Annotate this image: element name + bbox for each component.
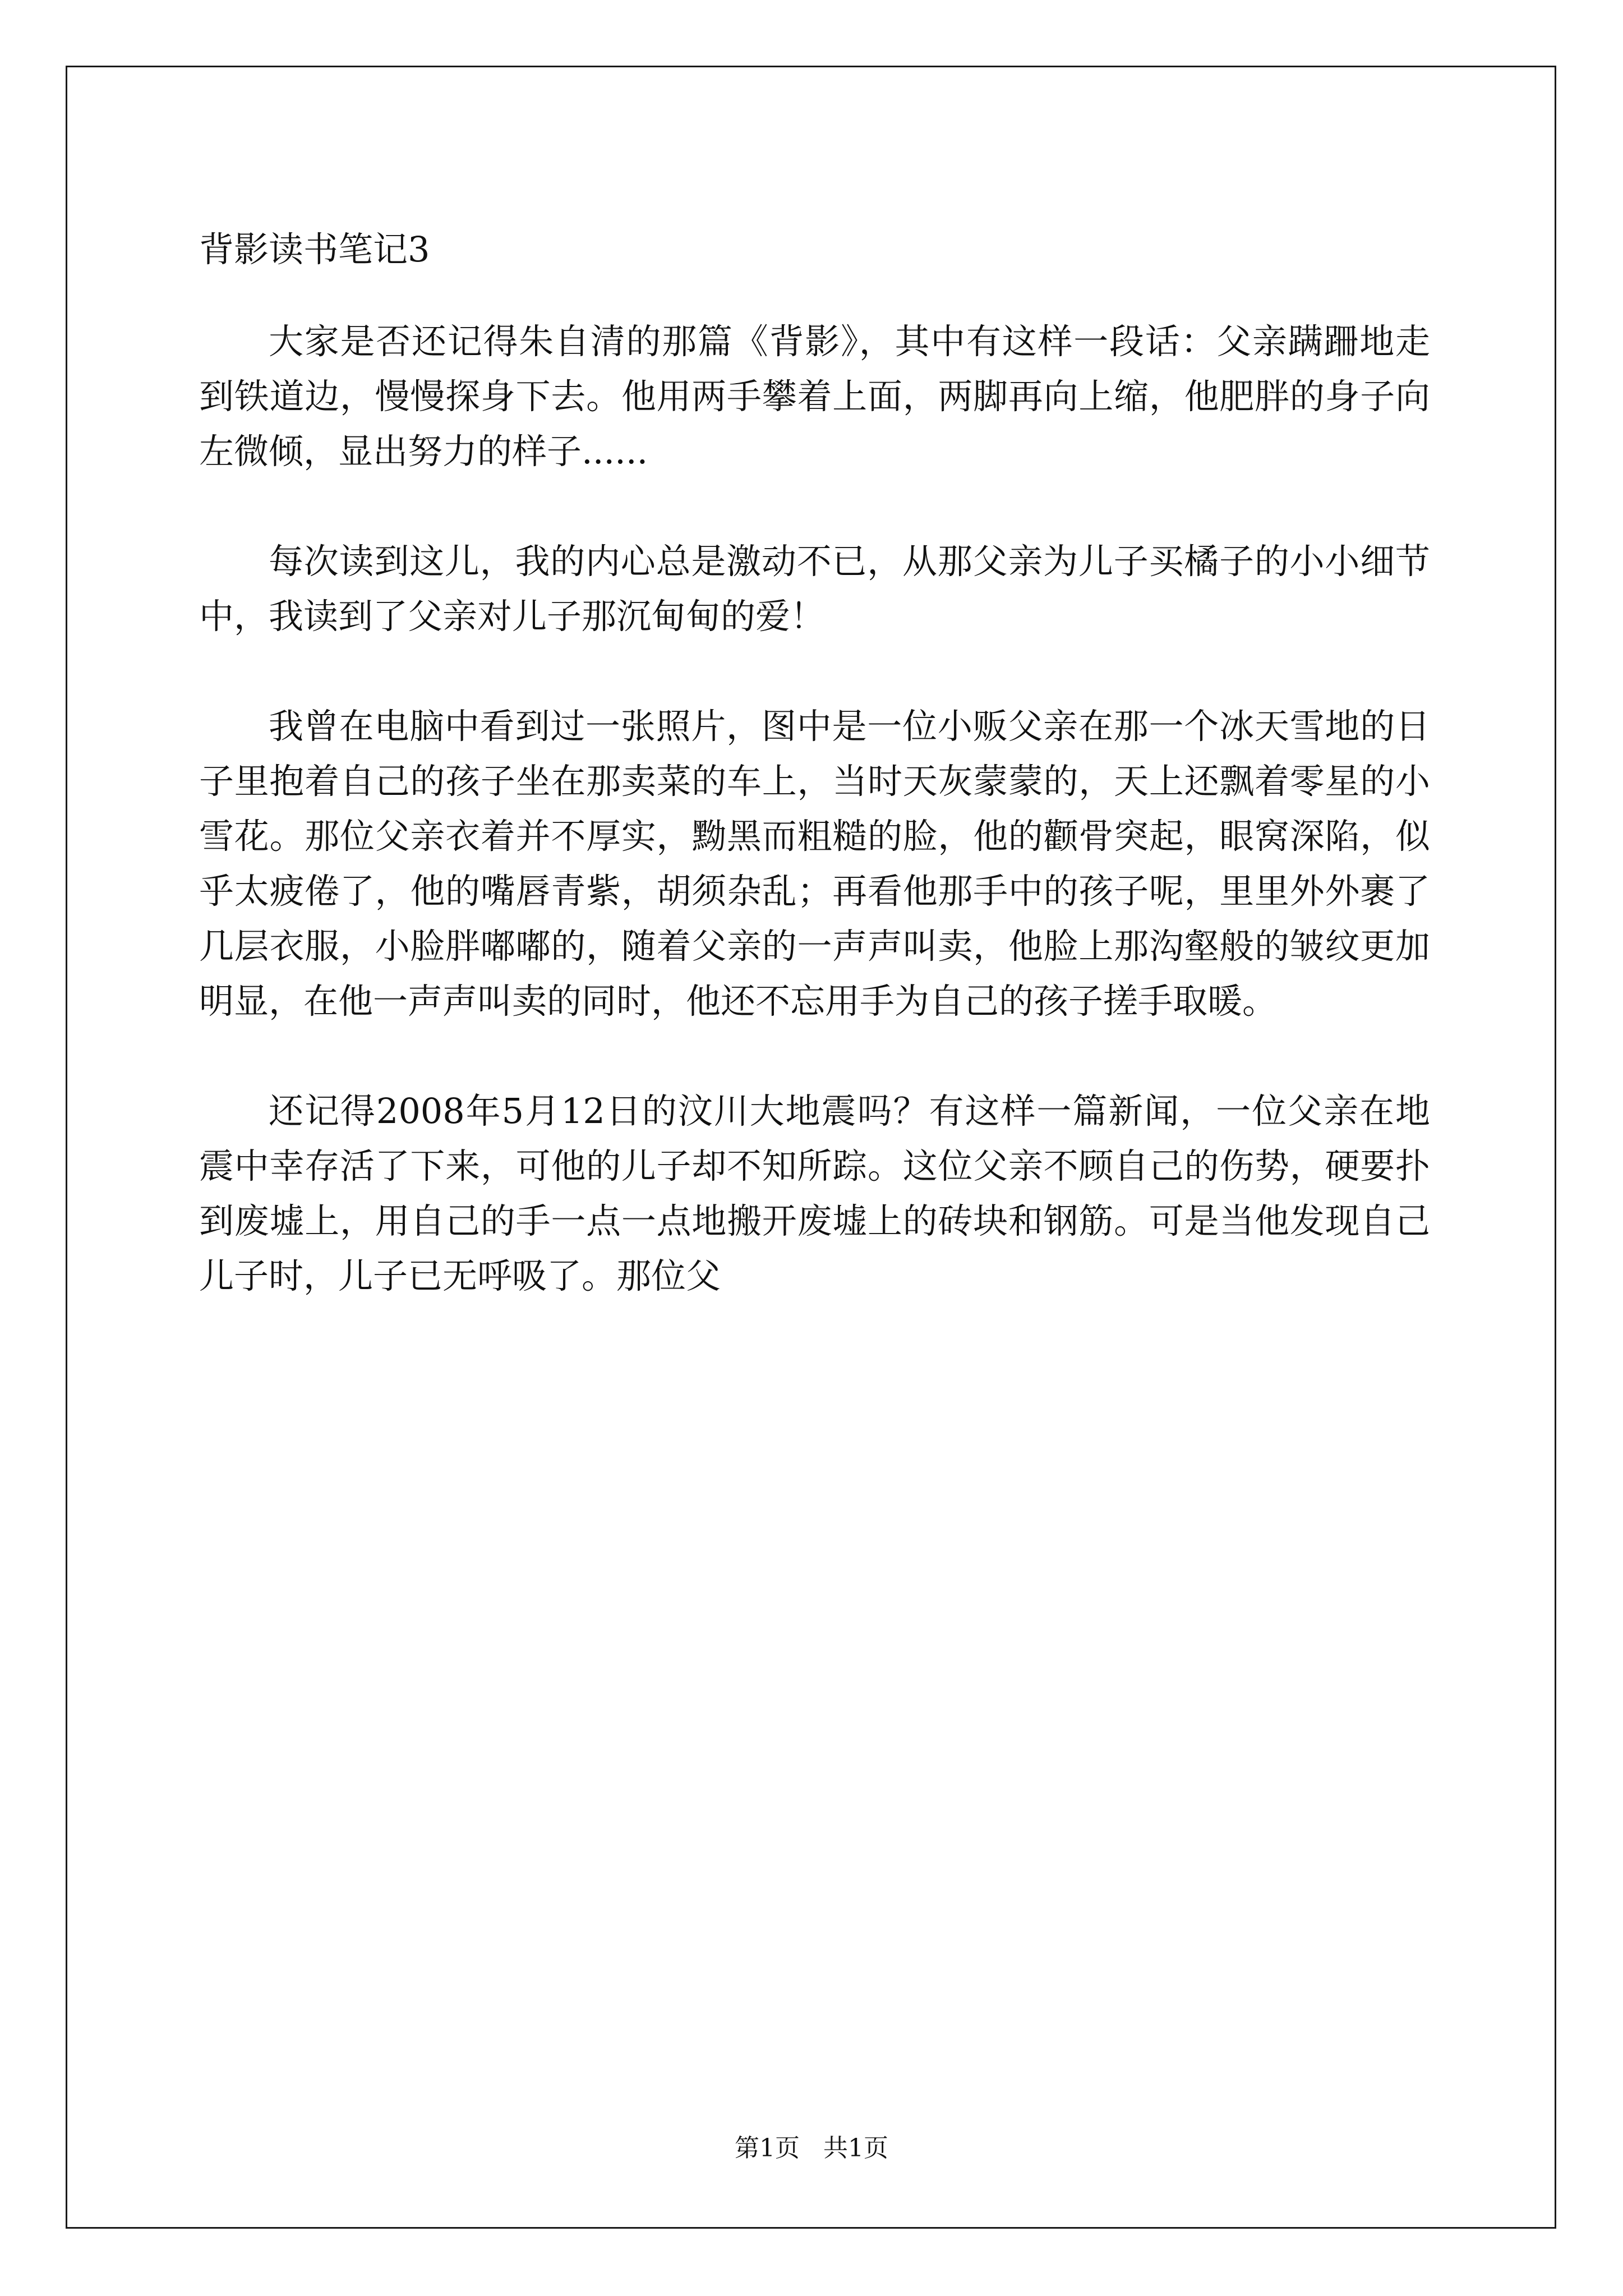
paragraph-1: 大家是否还记得朱自清的那篇《背影》，其中有这样一段话：父亲蹒跚地走到铁道边，慢慢探身下去。他用两手攀着上面，两脚再向上缩，他肥胖的身子向左微倾，显出努力的样子...... xyxy=(199,321,1430,472)
paragraph-2: 每次读到这儿，我的内心总是激动不已，从那父亲为儿子买橘子的小小细节中，我读到了父亲对儿子那沉甸甸的爱！ xyxy=(199,541,1430,637)
paragraph-4: 还记得2008年5月12日的汶川大地震吗？有这样一篇新闻，一位父亲在地震中幸存活了下来，可他的儿子却不知所踪。这位父亲不顾自己的伤势，硬要扑到废墟上，用自己的手一点一点地搬开废墟上的砖块和钢筋。可是当他发现自己儿子时，儿子已无呼吸了。那位父 xyxy=(199,1091,1430,1296)
page-number-footer: 第1页 共1页 xyxy=(735,2134,888,2162)
paragraph-3: 我曾在电脑中看到过一张照片，图中是一位小贩父亲在那一个冰天雪地的日子里抱着自己的孩子坐在那卖菜的车上，当时天灰蒙蒙的，天上还飘着零星的小雪花。那位父亲衣着并不厚实，黝黑而粗糙的脸，他的颧骨突起，眼窝深陷，似乎太疲倦了，他的嘴唇青紫，胡须杂乱；再看他那手中的孩子呢，里里外外裹了几层衣服，小脸胖嘟嘟的，随着父亲的一声声叫卖，他脸上那沟壑般的皱纹更加明显，在他一声声叫卖的同时，他还不忘用手为自己的孩子搓手取暖。 xyxy=(199,706,1430,1022)
document-body xyxy=(199,314,1430,1359)
document-title: 背影读书笔记3 xyxy=(199,229,430,270)
